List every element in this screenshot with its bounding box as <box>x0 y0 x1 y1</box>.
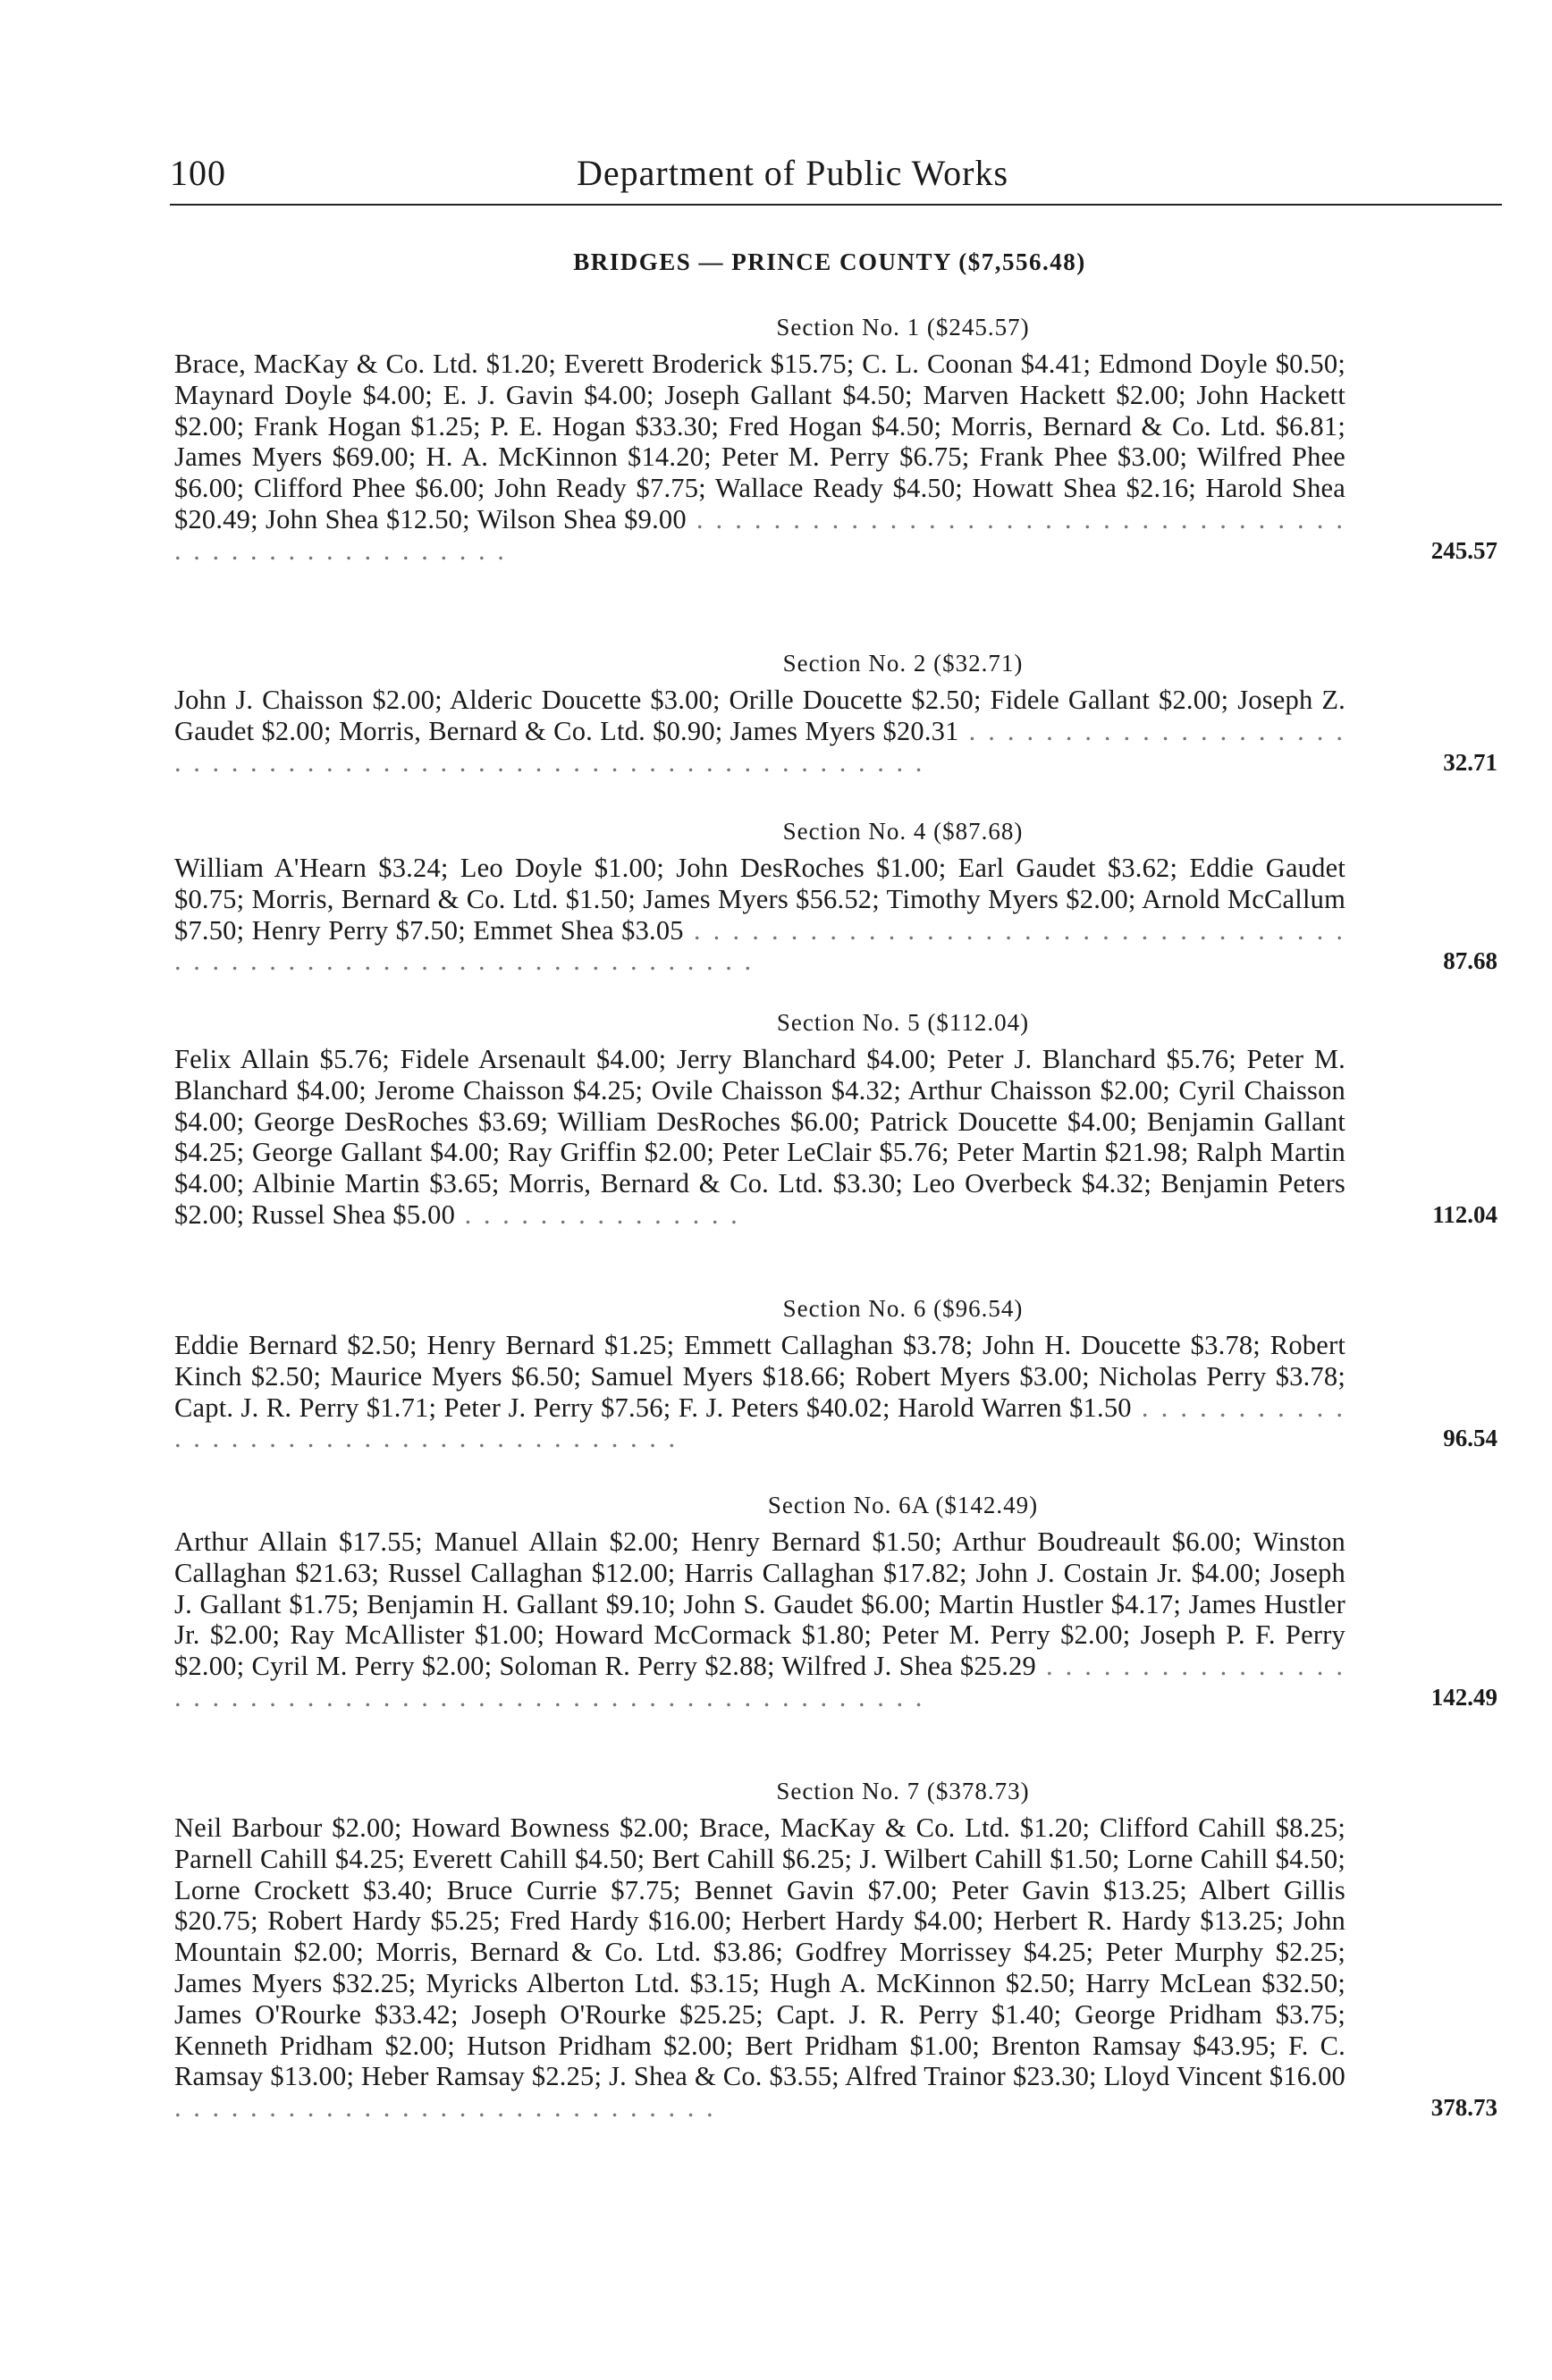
section-text: Eddie Bernard $2.50; Henry Bernard $1.25; Emmett Callaghan $3.78; John H. Doucette $3.78; Robert Kinch $2.50; Maurice Myers $6.50; Samuel Myers $18.66; Robert Myers $3.00; Nicholas Perry $3.78; Capt. J. R. Perry $1.71; Peter J. Perry $7.56; F. J. Peters $40.02; Harold Warren $1.50 . . . . . . . . . . . . . . . . . . . . . . . . . . . . . . . . . . . . . . <box>174 1330 1346 1454</box>
page-title: BRIDGES — PRINCE COUNTY ($7,556.48) <box>573 248 1086 275</box>
page-number: 100 <box>170 153 226 193</box>
section-entry <box>174 853 1497 977</box>
section-entry <box>174 1526 1497 1713</box>
section-text: Arthur Allain $17.55; Manuel Allain $2.00; Henry Bernard $1.50; Arthur Boudreault $6.00; Winston Callaghan $21.63; Russel Callaghan $12.00; Harris Callaghan $17.82; John J. Costain Jr. $4.00; Joseph J. Gallant $1.75; Benjamin H. Gallant $9.10; John S. Gaudet $6.00; Martin Hustler $4.17; James Hustler Jr. $2.00; Ray McAllister $1.00; Howard McCormack $1.80; Peter M. Perry $2.00; Joseph P. F. Perry $2.00; Cyril M. Perry $2.00; Soloman R. Perry $2.88; Wilfred J. Shea $25.29 . . . . . . . . . . . . . . . . . . . . . . . . . . . . . . . . . . . . . . . . . . . . . . . . . . . . . . . . <box>174 1526 1345 1712</box>
section-6 <box>174 1287 1497 1454</box>
section-total: 112.04 <box>1432 1200 1497 1228</box>
section-total: 96.54 <box>1443 1425 1497 1452</box>
section-7 <box>174 1770 1497 2123</box>
section-heading: Section No. 5 ($112.04) <box>776 1009 1030 1036</box>
section-text: William A'Hearn $3.24; Leo Doyle $1.00; John DesRoches $1.00; Earl Gaudet $3.62; Eddie Gaudet $0.75; Morris, Bernard & Co. Ltd. $1.50; James Myers $56.52; Timothy Myers $2.00; Arnold McCallum $7.50; Henry Perry $7.50; Emmet Shea $3.05 . . . . . . . . . . . . . . . . . . . . . . . . . . . . . . . . . . . . . . . . . . . . . . . . . . . . . . . . . . . . . . . . . <box>174 853 1345 977</box>
section-entry <box>174 1812 1497 2123</box>
section-total: 245.57 <box>1430 536 1497 564</box>
section-5 <box>174 1001 1497 1231</box>
section-entry <box>174 1044 1497 1231</box>
section-heading: Section No. 2 ($32.71) <box>782 650 1024 677</box>
section-total: 32.71 <box>1443 748 1497 776</box>
section-heading: Section No. 4 ($87.68) <box>782 818 1024 845</box>
section-entry <box>174 685 1497 778</box>
page-header <box>170 152 1484 206</box>
section-text: Brace, MacKay & Co. Ltd. $1.20; Everett Broderick $15.75; C. L. Coonan $4.41; Edmond Doyle $0.50; Maynard Doyle $4.00; E. J. Gavin $4.00; Joseph Gallant $4.50; Marven Hackett $2.00; John Hackett $2.00; Frank Hogan $1.25; P. E. Hogan $33.30; Fred Hogan $4.50; Morris, Bernard & Co. Ltd. $6.81; James Myers $69.00; H. A. McKinnon $14.20; Peter M. Perry $6.75; Frank Phee $3.00; Wilfred Phee $6.00; Clifford Phee $6.00; John Ready $7.75; Wallace Ready $4.50; Howatt Shea $2.16; Harold Shea $20.49; John Shea $12.50; Wilson Shea $9.00 . . . . . . . . . . . . . . . . . . . . . . . . . . . . . . . . . . . . . . . . . . . . . . . . . . . . <box>174 349 1345 566</box>
section-total: 142.49 <box>1430 1683 1497 1711</box>
section-6a <box>174 1484 1497 1713</box>
section-heading: Section No. 6A ($142.49) <box>767 1492 1039 1518</box>
section-4 <box>174 810 1497 977</box>
section-heading: Section No. 7 ($378.73) <box>776 1778 1030 1804</box>
section-text: Felix Allain $5.76; Fidele Arsenault $4.00; Jerry Blanchard $4.00; Peter J. Blanchard $5.76; Peter M. Blanchard $4.00; Jerome Chaisson $4.25; Ovile Chaisson $4.32; Arthur Chaisson $2.00; Cyril Chaisson $4.00; George DesRoches $3.69; William DesRoches $6.00; Patrick Doucette $4.00; Benjamin Gallant $4.25; George Gallant $4.00; Ray Griffin $2.00; Peter LeClair $5.76; Peter Martin $21.98; Ralph Martin $4.00; Albinie Martin $3.65; Morris, Bernard & Co. Ltd. $3.30; Leo Overbeck $4.32; Benjamin Peters $2.00; Russel Shea $5.00 . . . . . . . . . . . . . . . <box>174 1044 1345 1230</box>
section-heading: Section No. 1 ($245.57) <box>776 314 1030 341</box>
section-2 <box>174 642 1497 778</box>
section-entry <box>174 1330 1497 1454</box>
section-entry <box>174 349 1497 567</box>
section-text: John J. Chaisson $2.00; Alderic Doucette $3.00; Orille Doucette $2.50; Fidele Gallant $2.00; Joseph Z. Gaudet $2.00; Morris, Bernard & Co. Ltd. $0.90; James Myers $20.31 . . . . . . . . . . . . . . . . . . . . . . . . . . . . . . . . . . . . . . . . . . . . . . . . . . . . . . . . . . . . <box>174 685 1346 778</box>
section-total: 378.73 <box>1430 2094 1497 2122</box>
section-total: 87.68 <box>1443 947 1497 975</box>
header-rule <box>170 204 1502 206</box>
running-head: Department of Public Works <box>577 153 1009 193</box>
section-heading: Section No. 6 ($96.54) <box>782 1295 1024 1322</box>
section-1 <box>174 306 1497 567</box>
section-text: Neil Barbour $2.00; Howard Bowness $2.00; Brace, MacKay & Co. Ltd. $1.20; Clifford Cahill $8.25; Parnell Cahill $4.25; Everett Cahill $4.50; Bert Cahill $6.25; J. Wilbert Cahill $1.50; Lorne Cahill $4.50; Lorne Crockett $3.40; Bruce Currie $7.75; Bennet Gavin $7.00; Peter Gavin $13.25; Albert Gillis $20.75; Robert Hardy $5.25; Fred Hardy $16.00; Herbert Hardy $4.00; Herbert R. Hardy $13.25; John Mountain $2.00; Morris, Bernard & Co. Ltd. $3.86; Godfrey Morrissey $4.25; Peter Murphy $2.25; James Myers $32.25; Myricks Alberton Ltd. $3.15; Hugh A. McKinnon $2.50; Harry McLean $32.50; James O'Rourke $33.42; Joseph O'Rourke $25.25; Capt. J. R. Perry $1.40; George Pridham $3.75; Kenneth Pridham $2.00; Hutson Pridham $2.00; Bert Pridham $1.00; Brenton Ramsay $43.95; F. C. Ramsay $13.00; Heber Ramsay $2.25; J. Shea & Co. $3.55; Alfred Trainor $23.30; Lloyd Vincent $16.00 . . . . . . . . . . . . . . . . . . . . . . . . . . . . . <box>174 1812 1345 2123</box>
